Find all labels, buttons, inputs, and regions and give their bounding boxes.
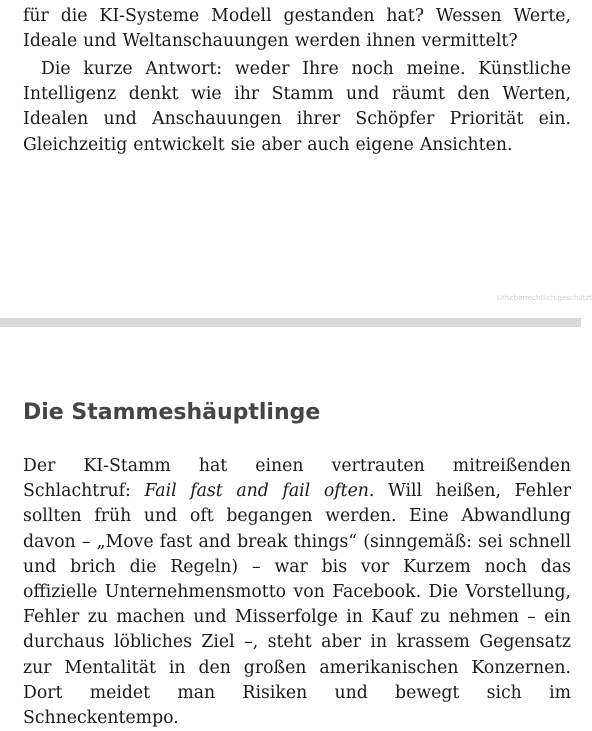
paragraph-answer: Die kurze Antwort: weder Ihre noch meine. Künstliche Intelligenz denkt wie ihr Stamm und räumt den Werten, Idealen und Anschauungen ihrer Schöpfer Priorität ein. Gleichzeitig entwickelt sie aber auch eigene Ansichten. <box>23 59 571 155</box>
paragraph-rest-text: Will heißen, Fehler sollten früh und oft begangen werden. Eine Abwandlung davon – „Move fast and break things“ (sinngemäß: sei schnell und brich die Regeln) – war bis vor Kurzem noch das offizielle Unternehmensmotto von Facebook. Die Vorstellung, Fehler zu machen und Misserfolge in Kauf zu nehmen – ein durchaus löbliches Ziel –, steht aber in krassem Gegensatz zur Mentalität in den großen amerikanischen Konzernen. Dort meidet man Risiken und bewegt sich im Schneckentempo. <box>23 481 571 729</box>
paragraph-section-body <box>23 454 571 731</box>
copyright-watermark: Urheberrechtlich geschützt <box>497 294 592 302</box>
paragraph-continued: für die KI-Systeme Modell gestanden hat? Wessen Werte, Ideale und Weltanschauungen werden ihnen vermittelt? <box>23 6 571 52</box>
paragraph-italic-slogan: Fail fast and fail often. <box>144 481 375 502</box>
page-divider <box>0 318 581 327</box>
page-upper <box>0 0 592 318</box>
page-lower <box>0 327 581 729</box>
paragraph-intro-text: Der KI-Stamm hat einen vertrauten mitreißenden Schlachtruf: <box>23 456 571 502</box>
section-heading: Die Stammeshäuptlinge <box>23 400 321 425</box>
